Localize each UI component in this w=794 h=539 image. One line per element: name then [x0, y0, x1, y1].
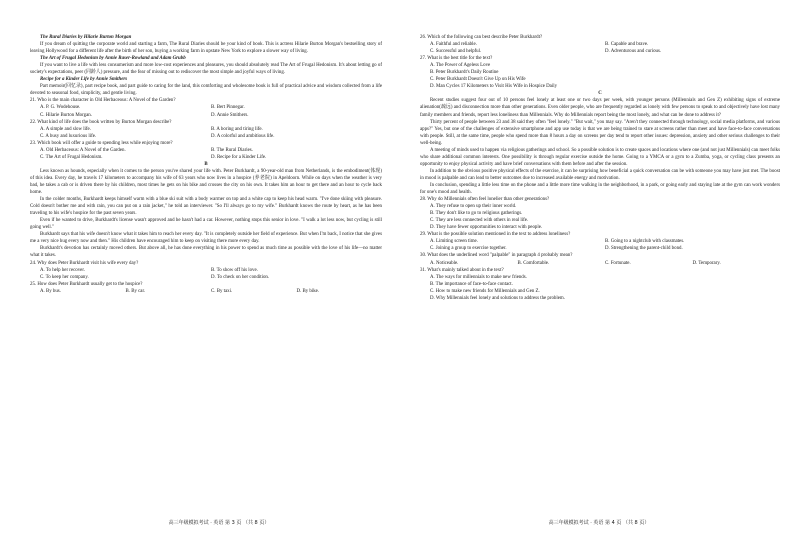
- answer-option: A. P. G. Wodehouse.: [40, 105, 81, 111]
- right-column: [420, 34, 780, 302]
- page-footer: 高三年级模拟考试 · 英语 第 4 页 （共 8 页）: [548, 519, 650, 526]
- page-footer: 高三年级模拟考试 · 英语 第 3 页 （共 8 页）: [168, 519, 270, 526]
- answer-option: C. By taxi.: [211, 288, 233, 294]
- answer-option: C. They are less connected with others in real life.: [430, 218, 529, 224]
- answer-option: B. Bert Pinnegar.: [211, 105, 245, 111]
- book-description: If you want to live a life with less consumerism and more low-cost experiences and pleasures, you should absolutely read The Art of Frugal Hedonism. It's about letting go of society's expectations, peer (同龄人) pressure, and the fear of missing out to rediscover the most simple and joyful ways of living.: [30, 63, 382, 76]
- question-options: [420, 203, 780, 231]
- answer-option: B. Peter Burkhardt's Daily Routine: [430, 70, 499, 76]
- answer-option: C. Peter Burkhardt Doesn't Give Up on His Wife: [430, 77, 526, 83]
- answer-option: A. Limiting screen time.: [430, 239, 478, 245]
- question-stem: 21. Who is the main character in Old Herbaceous: A Novel of the Garden?: [30, 98, 176, 104]
- answer-option: A. The Power of Ageless Love: [430, 63, 491, 69]
- book-description: If you dream of quitting the corporate world and starting a farm, The Rural Diaries should be your kind of book. This is actress Hilarie Burton Morgan's bestselling story of leaving Hollywood for a different life after the birth of her son, buying a working farm in upstate New York to explore a slower way of living.: [30, 42, 382, 55]
- answer-option: B. The importance of face-to-face contact.: [430, 281, 513, 287]
- question-options: [30, 267, 382, 281]
- answer-option: C. Hilarie Burton Morgan.: [40, 112, 92, 118]
- answer-option: B. Capable and brave.: [605, 42, 649, 48]
- answer-option: A. Old Herbaceous: A Novel of the Garden.: [40, 147, 126, 153]
- answer-option: C. To keep her company.: [40, 274, 89, 280]
- answer-option: D. Man Cycles 17 Kilometers to Visit His Wife in Hospice Daily: [430, 84, 558, 90]
- question-stem: 26. Which of the following can best describe Peter Burkhardt?: [420, 35, 543, 40]
- book-description: Part memoir(回忆录), part recipe book, and part guide to caring for the land, this comforting and wholesome book is full of practical advice and wisdom collected from a life devoted to seasonal food, simplicity, and gentle living.: [30, 84, 382, 97]
- question-stem: 29. What is the possible solution mentioned in the text to address loneliness?: [420, 232, 571, 238]
- question-stem: 30. What does the underlined word "palpable" in paragraph 4 probably mean?: [420, 253, 573, 259]
- question-options: [30, 288, 382, 295]
- answer-option: D. They have fewer opportunities to interact with people.: [430, 225, 543, 231]
- answer-option: D. By bike.: [296, 288, 320, 294]
- answer-option: D. A colorful and ambitious life.: [211, 133, 275, 139]
- question-options: [30, 126, 382, 140]
- answer-option: B. They don't like to go to religious gatherings.: [430, 211, 523, 217]
- answer-option: B. By car.: [125, 288, 146, 294]
- answer-option: A. Faithful and reliable.: [430, 42, 477, 48]
- passage-paragraph: Even if he wanted to drive, Burkhardt's license wasn't approved and he hasn't had a car. However, nothing stops this senior in love. "I walk a lot less now, but cycling is still going well.": [30, 218, 382, 231]
- answer-option: D. Why Millennials feel lonely and solutions to address the problem.: [430, 295, 565, 301]
- answer-option: B. To show off his love.: [211, 267, 258, 273]
- answer-option: A. To help her recover.: [40, 267, 85, 273]
- question-stem: 22. What kind of life does the book written by Burton Morgan describe?: [30, 119, 172, 125]
- answer-option: C. How to make new friends for Millennials and Gen Z.: [430, 288, 540, 294]
- passage-paragraph: Recent studies suggest four out of 10 persons feel lonely at least one or two days per week, with younger persons (Millennials and Gen Z) exhibiting signs of extreme alienation(疏远) and disconnection more than other generations. Even older people, who are frequently regarded as lonely with few persons to speak to and objectively have lost many family members and friends, report less loneliness than Millennials. Why do Millennials report being the most lonely, and what can be done to address it?: [420, 98, 780, 118]
- answer-option: B. A boring and tiring life.: [211, 126, 263, 132]
- passage-paragraph: In the colder months, Burkhardt keeps himself warm with a blue ski suit with a body warmer on top and a white cap to keep his head warm. "I've done skiing with pleasure. Cold doesn't bother me and with rain, you can put on a rain jacket," he told an interviewer. "So I'll always go to my wife." Burkhardt knows the route by heart, as he has been traveling to his wife's hospice for the past seven years.: [30, 197, 382, 217]
- book-title: Recipe for a Kinder Life by Annie Smithers: [40, 77, 128, 83]
- answer-option: D. Strengthening the parent-child bond.: [605, 246, 683, 252]
- book-title: The Art of Frugal Hedonism by Annie Raser-Rowland and Adam Grubb: [40, 56, 186, 62]
- question-options: [420, 274, 780, 302]
- answer-option: A. A simple and slow life.: [40, 126, 91, 132]
- question-stem: 23. Which book will offer a guide to spending less while enjoying more?: [30, 140, 173, 146]
- answer-option: A. The ways for millennials to make new friends.: [430, 274, 527, 280]
- question-options: [420, 260, 780, 267]
- answer-option: B. Going to a nightclub with classmates.: [605, 239, 685, 245]
- answer-option: A. By bus.: [40, 288, 61, 294]
- passage-paragraph: In conclusion, spending a little less time on the phone and a little more time walking in the neighborhood, in a park, or going early and staying late at the gym can work wonders for one's mood and health.: [420, 182, 780, 196]
- book-title: The Rural Diaries by Hilarie Burton Morgan: [40, 35, 132, 40]
- question-options: [30, 104, 382, 118]
- exam-page-4: [404, 4, 794, 535]
- section-heading: C: [598, 91, 602, 97]
- answer-option: C. Fortunate.: [605, 260, 631, 266]
- answer-option: B. The Rural Diaries.: [211, 147, 253, 153]
- answer-option: B. Comfortable.: [517, 260, 550, 266]
- question-options: [30, 147, 382, 161]
- answer-option: C. The Art of Frugal Hedonism.: [40, 154, 103, 160]
- passage-paragraph: In addition to the obvious positive physical effects of the exercise, it can be surprising how beneficial a quick conversation can be with someone you may have just met. The boost in mood is palpable and can lead to better outcomes due to increased available energy and motivation.: [420, 168, 780, 181]
- answer-option: D. Annie Smithers.: [211, 112, 249, 118]
- passage-paragraph: Burkhardt's devotion has certainly moved others. But above all, he has done everything in his power to spend as much time as possible with the love of his life—no matter what it takes.: [30, 246, 382, 259]
- question-stem: 28. Why do Millennials often feel lonelier than other generations?: [420, 197, 550, 203]
- question-options: [420, 238, 780, 252]
- answer-option: C. Successful and helpful.: [430, 49, 482, 55]
- answer-option: D. Temporary.: [692, 260, 721, 266]
- question-options: [420, 41, 780, 55]
- question-stem: 27. What is the best title for the text?: [420, 56, 493, 62]
- passage-paragraph: Less known as hounds, especially when it comes to the person you've shared your life with. Peter Burkhardt, a 90-year-old man from Netherlands, is the embodiment(体现) of this idea. Every day, he travels 17 kilometers to accompany his wife of 63 years who now lives in a hospice (养老院) in Apeldoorn. While on days when the weather is very bad, he takes a cab or is driven there by his children, most times he gets on his bike and crosses the city on his own. It takes him an hour to get there and an hour to cycle back home.: [30, 168, 382, 196]
- answer-option: C. A busy and luxurious life.: [40, 133, 97, 139]
- passage-paragraph: Burkhardt says that his wife doesn't know what it takes him to reach her every day. "It is completely outside her field of experience. But when I'm back, I notice that she gives me a very nice hug every now and then." His children have encouraged him to keep on visiting there more every day.: [30, 232, 382, 245]
- passage-paragraph: Thirty percent of people between 23 and 38 said they often "feel lonely." "But wait," you may say. "Aren't they connected through technology, social media platforms, and various apps?" Yes, but one of the challenges of extensive smartphone and app use today is that we are being trained to stare at screens rather than meet and have face-to-face conversations with people. Still, at the same time, people who spend more than 8 hours a day on screens per day tend to report other issues: depression, anxiety and other serious challenges to their well-being.: [420, 119, 780, 146]
- section-heading: B: [204, 161, 208, 167]
- question-stem: 24. Why does Peter Burkhardt visit his wife every day?: [30, 260, 139, 266]
- answer-option: C. Joining a group to exercise together.: [430, 246, 507, 252]
- passage-paragraph: A meeting of minds used to happen via religious gatherings and school. So a possible solution is to create spaces and locations where one (and not just Millennials) can meet folks who share additional common interests. One possibility is through regular exercise outside the home. Going to a YMCA or a gym to a Zumba, yoga, or cycling class presents an opportunity to enjoy physical activity and have brief conversations with them before and after the session.: [420, 147, 780, 167]
- question-stem: 25. How does Peter Burkhardt usually get to the hospice?: [30, 281, 143, 287]
- answer-option: A. Noticeable.: [430, 260, 459, 266]
- answer-option: D. To check on her condition.: [211, 274, 270, 280]
- question-stem: 31. What's mainly talked about in the text?: [420, 267, 504, 273]
- question-options: [420, 62, 780, 90]
- left-column: [30, 34, 382, 295]
- answer-option: A. They refuse to open up their inner world.: [430, 204, 517, 210]
- exam-page-3: [4, 4, 394, 535]
- answer-option: D. Recipe for a Kinder Life.: [211, 154, 267, 160]
- answer-option: D. Adventurous and curious.: [605, 49, 662, 55]
